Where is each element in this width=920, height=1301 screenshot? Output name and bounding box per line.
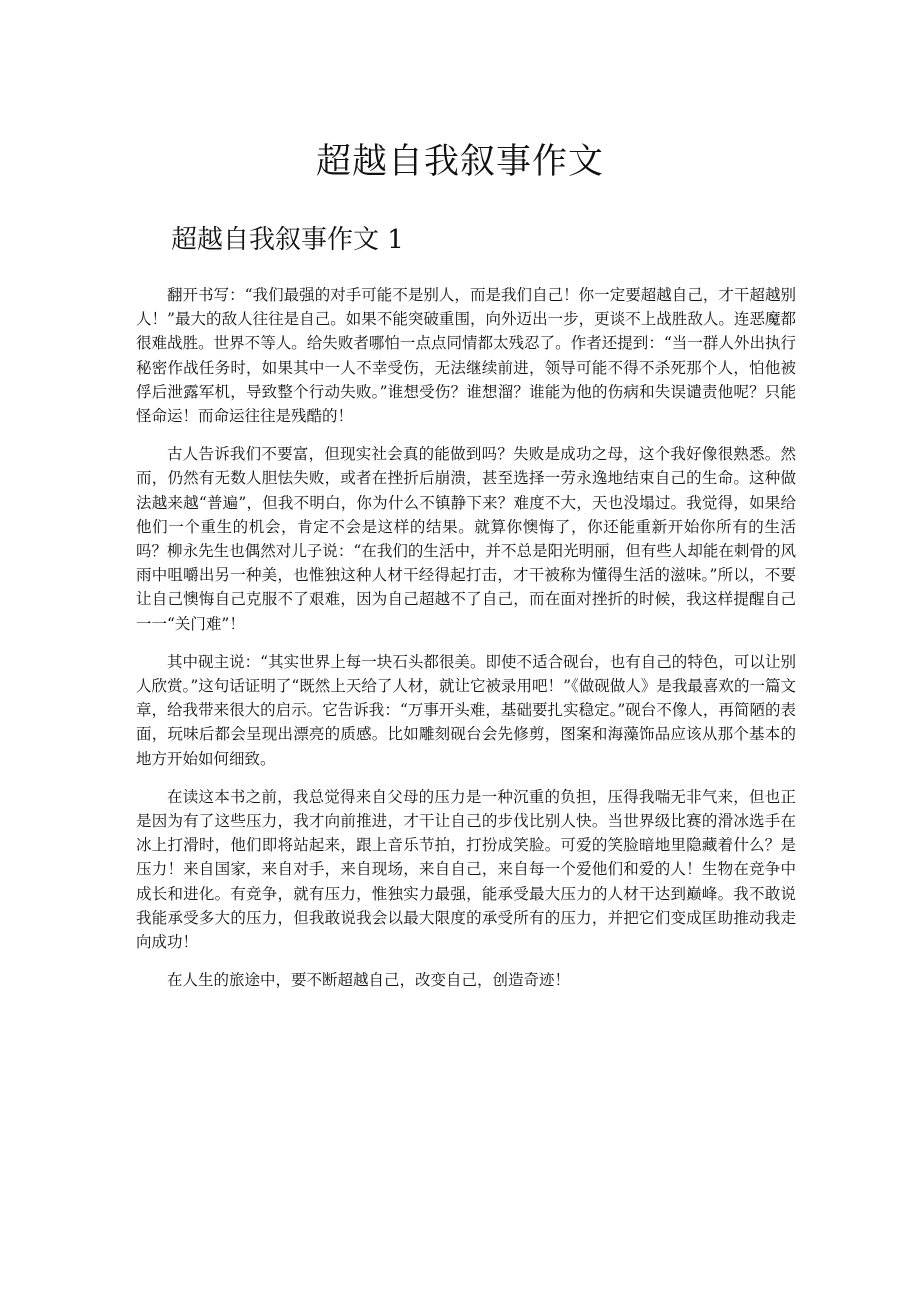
paragraph: 在人生的旅途中，要不断超越自己，改变自己，创造奇迹！ (167, 971, 571, 990)
section-heading: 超越自我叙事作文 1 (171, 225, 404, 255)
paragraph: 其中砚主说：“其实世界上每一块石头都很美。即使不适合砚台，也有自己的特色，可以让别人欣赏。”这句话证明了“既然上天给了人材，就让它被录用吧！”《做砚做人》是我最喜欢的一篇文章，给我带来很大的启示。它告诉我：“万事开头难，基础要扎实稳定。”砚台不像人，再简陋的表面，玩味后都会呈现出漂亮的质感。比如雕刻砚台会先修剪，图案和海藻饰品应该从那个基本的地方开始如何细致。 (136, 652, 796, 768)
document-title: 超越自我叙事作文 (315, 142, 604, 182)
body-text (136, 283, 796, 1006)
paragraph: 古人告诉我们不要富，但现实社会真的能做到吗？失败是成功之母，这个我好像很熟悉。然而，仍然有无数人胆怯失败，或者在挫折后崩溃，甚至选择一劳永逸地结束自己的生命。这种做法越来越“普遍”，但我不明白，你为什么不镇静下来？难度不大，天也没塌过。我觉得，如果给他们一个重生的机会，肯定不会是这样的结果。就算你懊悔了，你还能重新开始你所有的生活吗？柳永先生也偶然对儿子说：“在我们的生活中，并不总是阳光明丽，但有些人却能在刺骨的风雨中咀嚼出另一种美，也惟独这种人材干经得起打击，才干被称为懂得生活的滋味。”所以，不要让自己懊悔自己克服不了艰难，因为自己超越不了自己，而在面对挫折的时候，我这样提醒自己一一“关门难”！ (136, 445, 796, 633)
paragraph: 在读这本书之前，我总觉得来自父母的压力是一种沉重的负担，压得我喘无非气来，但也正是因为有了这些压力，我才向前推进，才干让自己的步伐比别人快。当世界级比赛的滑冰选手在冰上打滑时，他们即将站起来，跟上音乐节拍，打扮成笑脸。可爱的笑脸暗地里隐藏着什么？是压力！来自国家，来自对手，来自现场，来自自己，来自每一个爱他们和爱的人！生物在竞争中成长和进化。有竞争，就有压力，惟独实力最强，能承受最大压力的人材干达到巅峰。我不敢说我能承受多大的压力，但我敢说我会以最大限度的承受所有的压力，并把它们变成匡助推动我走向成功！ (136, 787, 796, 952)
paragraph: 翻开书写：“我们最强的对手可能不是别人，而是我们自己！你一定要超越自己，才干超越别人！”最大的敌人往往是自己。如果不能突破重围，向外迈出一步，更谈不上战胜敌人。连恶魔都很难战胜。世界不等人。给失败者哪怕一点点同情都太残忍了。作者还提到：“当一群人外出执行秘密作战任务时，如果其中一人不幸受伤，无法继续前进，领导可能不得不杀死那个人，怕他被俘后泄露军机，导致整个行动失败。”谁想受伤？谁想溜？谁能为他的伤病和失误谴责他呢？只能怪命运！而命运往往是残酷的！ (136, 286, 796, 426)
